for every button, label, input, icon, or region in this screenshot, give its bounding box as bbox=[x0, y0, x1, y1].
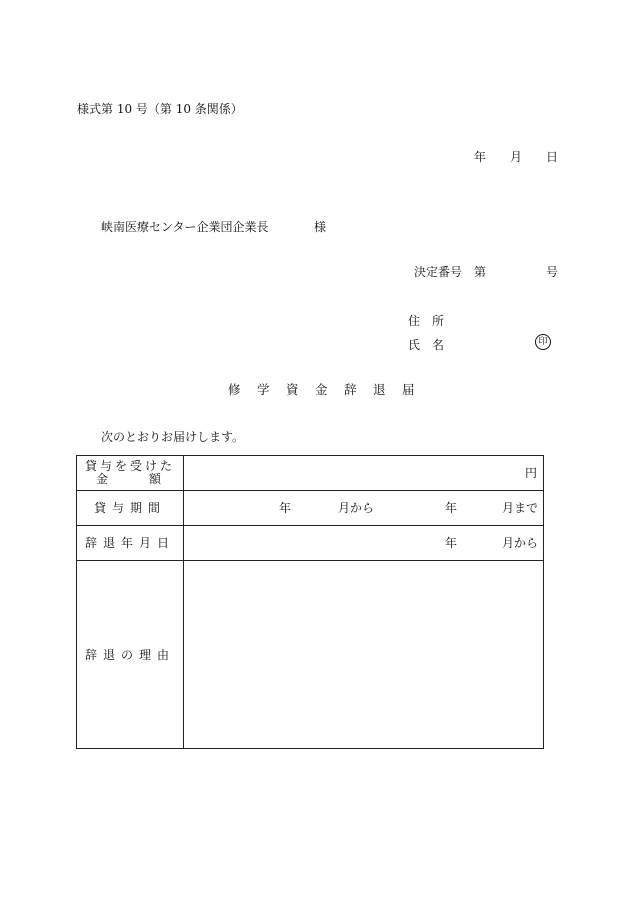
form-number: 様式第 10 号（第 10 条関係） bbox=[77, 102, 243, 116]
reason-label: 辞退の理由 bbox=[77, 561, 184, 749]
amount-unit: 円 bbox=[524, 466, 537, 480]
amount-label-gaku: 額 bbox=[148, 472, 164, 486]
withdrawal-date-row bbox=[77, 526, 544, 561]
period-field[interactable] bbox=[184, 491, 544, 526]
seal-mark: 印 bbox=[535, 334, 551, 350]
period-label: 貸与期間 bbox=[77, 491, 184, 526]
period-end-year: 年 bbox=[445, 501, 458, 515]
reason-field[interactable] bbox=[184, 561, 544, 749]
name-label: 氏名 bbox=[408, 338, 457, 352]
amount-label-line1: 貸与を受けた bbox=[84, 459, 175, 474]
amount-label-line2 bbox=[96, 473, 164, 486]
decision-number-prefix: 第 bbox=[474, 265, 487, 279]
intro-text: 次のとおりお届けします。 bbox=[101, 430, 245, 444]
date-month-label: 月 bbox=[509, 150, 522, 164]
decision-number-suffix: 号 bbox=[546, 265, 559, 279]
submission-date bbox=[474, 151, 558, 163]
reason-row bbox=[77, 561, 544, 749]
date-year-label: 年 bbox=[474, 150, 487, 164]
withdrawal-form-table bbox=[76, 455, 544, 749]
address-label: 住所 bbox=[408, 314, 457, 328]
addressee-honorific: 様 bbox=[314, 220, 327, 234]
addressee-name: 峡南医療センター企業団企業長 bbox=[101, 220, 269, 234]
amount-label-kin: 金 bbox=[96, 472, 112, 486]
withdrawal-month: 月から bbox=[501, 536, 538, 550]
date-day-label: 日 bbox=[545, 150, 558, 164]
period-start-year: 年 bbox=[279, 501, 292, 515]
amount-row bbox=[77, 456, 544, 491]
period-end-month: 月まで bbox=[501, 501, 538, 515]
amount-field[interactable] bbox=[184, 456, 544, 491]
withdrawal-date-field[interactable] bbox=[184, 526, 544, 561]
document-title: 修学資金辞退届 bbox=[228, 382, 432, 397]
amount-label bbox=[77, 456, 184, 491]
period-row bbox=[77, 491, 544, 526]
withdrawal-year: 年 bbox=[445, 536, 458, 550]
period-start-month: 月から bbox=[338, 501, 375, 515]
decision-number-label: 決定番号 bbox=[414, 265, 463, 279]
withdrawal-date-label: 辞退年月日 bbox=[77, 526, 184, 561]
